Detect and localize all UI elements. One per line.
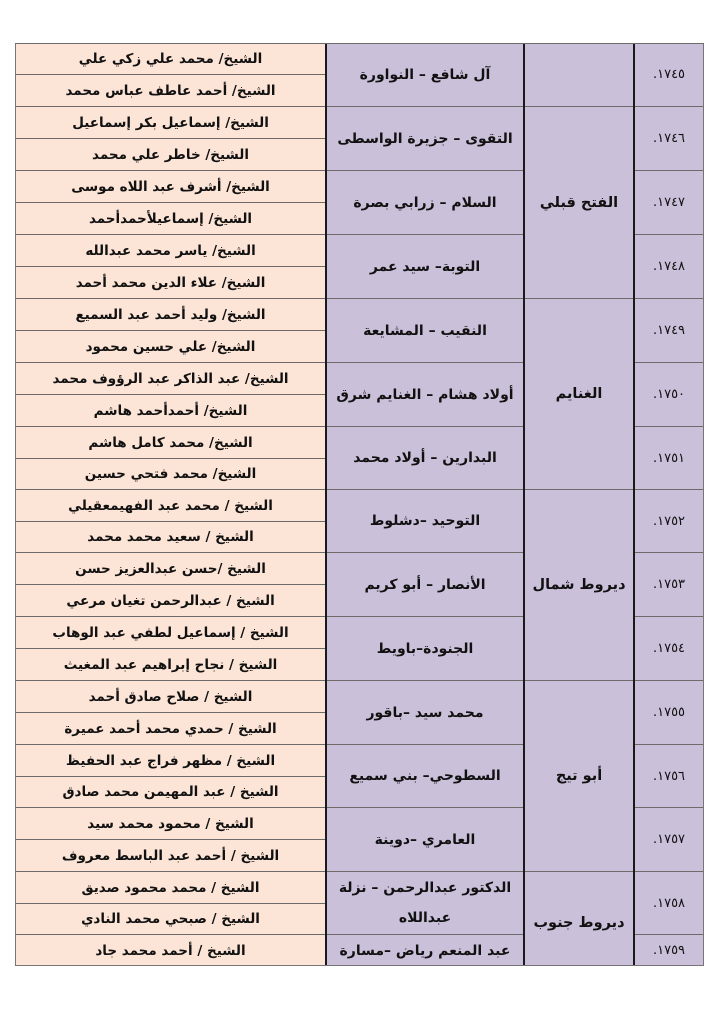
row-number: ١٧٥٢. — [634, 490, 704, 553]
imam-name: الشيخ / أحمد محمد جاد — [15, 935, 326, 966]
row-number: ١٧٤٦. — [634, 107, 704, 171]
imam-name: الشيخ / صبحي محمد النادي — [15, 904, 326, 935]
row-number: ١٧٥٠. — [634, 363, 704, 427]
imam-name: الشيخ / سعيد محمد محمد — [15, 522, 326, 553]
imam-name: الشيخ/ إسماعيلأحمدأحمد — [15, 203, 326, 235]
imam-name: الشيخ / أحمد عبد الباسط معروف — [15, 840, 326, 872]
mosque-name: الجنودة–باويط — [326, 617, 524, 681]
row-number: ١٧٥٤. — [634, 617, 704, 681]
mosque-name: النقيب – المشايعة — [326, 299, 524, 363]
imam-name: الشيخ /حسن عبدالعزيز حسن — [15, 553, 326, 585]
imam-name: الشيخ/ أحمدأحمد هاشم — [15, 395, 326, 427]
mosque-name: السطوحي– بني سميع — [326, 745, 524, 808]
mosque-name: السلام – زرابي بصرة — [326, 171, 524, 235]
imam-name: الشيخ/ محمد فتحي حسين — [15, 459, 326, 490]
imam-name: الشيخ / عبد المهيمن محمد صادق — [15, 777, 326, 808]
imam-name: الشيخ/ محمد كامل هاشم — [15, 427, 326, 459]
imam-name: الشيخ/ عبد الذاكر عبد الرؤوف محمد — [15, 363, 326, 395]
imam-name: الشيخ / محمود محمد سيد — [15, 808, 326, 840]
imam-name: الشيخ / عبدالرحمن تغيان مرعي — [15, 585, 326, 617]
imam-name: الشيخ / صلاح صادق أحمد — [15, 681, 326, 713]
row-number: ١٧٥٩. — [634, 935, 704, 966]
district-cell: ديروط شمال — [524, 490, 634, 681]
imam-name: الشيخ / محمد عبد الفهيمعقيلي — [15, 490, 326, 522]
imam-name: الشيخ/ علي حسين محمود — [15, 331, 326, 363]
mosque-name: التقوى – جزيرة الواسطى — [326, 107, 524, 171]
mosque-name: عبد المنعم رياض –مسارة — [326, 935, 524, 966]
row-number: ١٧٥١. — [634, 427, 704, 490]
mosque-name: الأنصار – أبو كريم — [326, 553, 524, 617]
row-number: ١٧٤٥. — [634, 43, 704, 107]
imam-name: الشيخ/ أحمد عاطف عباس محمد — [15, 75, 326, 107]
imam-name: الشيخ / مظهر فراج عبد الحفيظ — [15, 745, 326, 777]
row-number: ١٧٥٧. — [634, 808, 704, 872]
imam-name: الشيخ/ علاء الدين محمد أحمد — [15, 267, 326, 299]
imam-name: الشيخ/ أشرف عبد اللاه موسى — [15, 171, 326, 203]
row-number: ١٧٥٨. — [634, 872, 704, 935]
row-number: ١٧٥٦. — [634, 745, 704, 808]
row-number: ١٧٤٨. — [634, 235, 704, 299]
row-number: ١٧٤٩. — [634, 299, 704, 363]
imam-name: الشيخ/ خاطر علي محمد — [15, 139, 326, 171]
imam-name: الشيخ / حمدي محمد أحمد عميرة — [15, 713, 326, 745]
imam-name: الشيخ/ محمد علي زكي علي — [15, 43, 326, 75]
imam-name: الشيخ / نجاح إبراهيم عبد المغيث — [15, 649, 326, 681]
imam-name: الشيخ/ ياسر محمد عبدالله — [15, 235, 326, 267]
district-cell: الفتح قبلي — [524, 107, 634, 299]
mosque-name: آل شافع – النواورة — [326, 43, 524, 107]
column-divider — [523, 43, 525, 966]
mosque-name: التوحيد –دشلوط — [326, 490, 524, 553]
district-cell: أبو تيج — [524, 681, 634, 872]
mosque-name: أولاد هشام – الغنايم شرق — [326, 363, 524, 427]
imam-name: الشيخ/ إسماعيل بكر إسماعيل — [15, 107, 326, 139]
district-cell: ديروط جنوب — [524, 872, 634, 966]
imam-name: الشيخ/ وليد أحمد عبد السميع — [15, 299, 326, 331]
imam-name: الشيخ / إسماعيل لطفي عبد الوهاب — [15, 617, 326, 649]
column-divider — [325, 43, 327, 966]
row-number: ١٧٥٣. — [634, 553, 704, 617]
row-number: ١٧٥٥. — [634, 681, 704, 745]
row-number: ١٧٤٧. — [634, 171, 704, 235]
mosque-imam-table — [15, 43, 704, 966]
mosque-name: البدارين – أولاد محمد — [326, 427, 524, 490]
district-cell — [524, 43, 634, 107]
mosque-name: محمد سيد –باقور — [326, 681, 524, 745]
mosque-name: العامري –دوينة — [326, 808, 524, 872]
imam-name: الشيخ / محمد محمود صديق — [15, 872, 326, 904]
mosque-name: الدكتور عبدالرحمن – نزلة عبداللاه — [326, 872, 524, 935]
column-divider — [633, 43, 635, 966]
district-cell: الغنايم — [524, 299, 634, 490]
mosque-name: التوبة– سيد عمر — [326, 235, 524, 299]
